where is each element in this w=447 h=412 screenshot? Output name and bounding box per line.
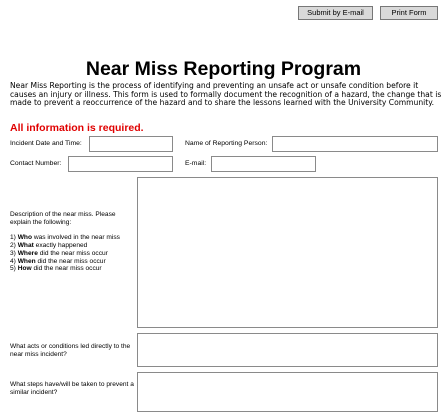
acts-conditions-label: What acts or conditions led directly to the near miss incident? (10, 343, 131, 358)
preventive-steps-label: What steps have/will be taken to prevent a similar incident? (10, 381, 134, 396)
reporter-name-field[interactable] (272, 136, 438, 152)
list-item: 5) How did the near miss occur (10, 265, 102, 273)
email-label: E-mail: (185, 160, 207, 167)
intro-paragraph: Near Miss Reporting is the process of identifying and preventing an unsafe act or unsafe condition before it causes an injury or illness. This form is used to formally document the recognition of a hazard, the change that is made to prevent a reoccurrence of the hazard and to share the lessons learned with the University Community. (10, 81, 442, 108)
description-list (10, 234, 135, 274)
print-form-button[interactable]: Print Form (380, 6, 438, 20)
incident-datetime-label: Incident Date and Time: (10, 140, 82, 147)
preventive-steps-field[interactable] (137, 372, 438, 412)
contact-number-field[interactable] (68, 156, 173, 172)
list-item: 3) Where did the near miss occur (10, 249, 108, 257)
near-miss-description-field[interactable] (137, 177, 438, 328)
list-item: 2) What exactly happened (10, 241, 88, 249)
contact-number-label: Contact Number: (10, 160, 62, 167)
email-field[interactable] (211, 156, 316, 172)
incident-datetime-field[interactable] (89, 136, 173, 152)
list-item: 1) Who was involved in the near miss (10, 233, 120, 241)
reporter-name-label: Name of Reporting Person: (185, 140, 268, 147)
list-item: 4) When did the near miss occur (10, 257, 106, 265)
acts-conditions-field[interactable] (137, 333, 438, 367)
description-intro: Description of the near miss. Please explain the following: (10, 211, 116, 226)
page-title: Near Miss Reporting Program (85, 58, 362, 80)
description-instructions (10, 211, 135, 273)
required-notice: All information is required. (10, 122, 144, 134)
submit-by-email-button[interactable]: Submit by E-mail (298, 6, 373, 20)
